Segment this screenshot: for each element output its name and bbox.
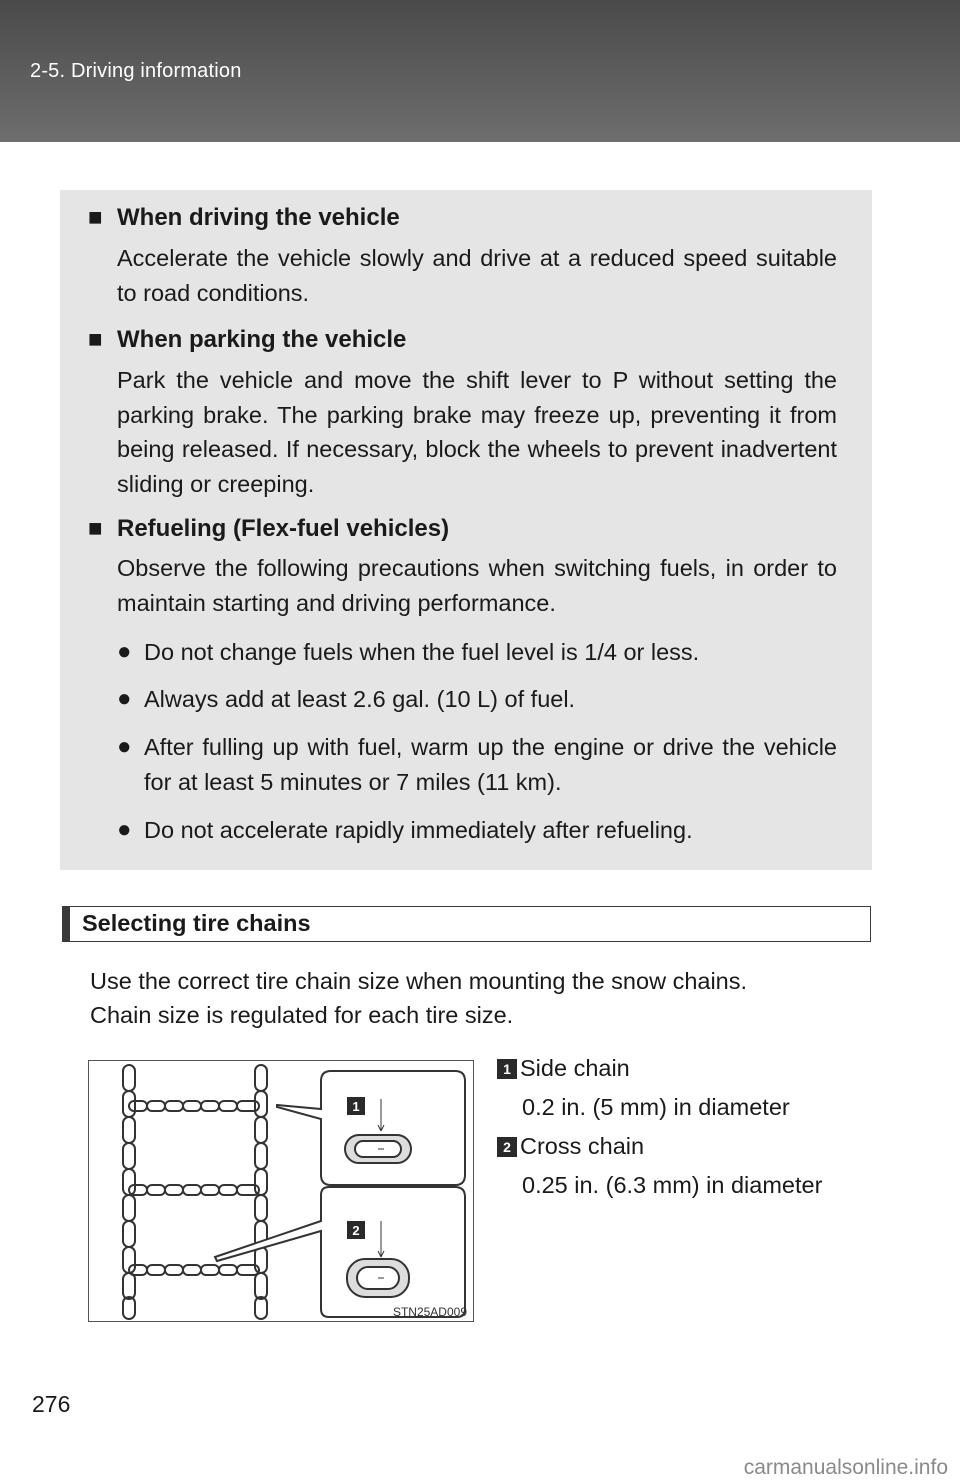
section-text-refueling: Observe the following precautions when switching fuels, in order to maintain starting and driving performance. <box>117 555 837 616</box>
tire-chain-illustration <box>88 1060 474 1322</box>
list-item: ● Do not change fuels when the fuel level is 1/4 or less. <box>117 635 837 670</box>
legend-spec-cross-chain: 0.25 in. (6.3 mm) in diameter <box>522 1172 823 1198</box>
round-bullet-icon: ● <box>117 638 132 665</box>
chain-ladder-icon <box>123 1065 267 1319</box>
legend-item-side-chain: 1 Side chain <box>497 1055 630 1082</box>
heading-accent-bar <box>62 906 70 942</box>
number-badge-icon: 1 <box>497 1059 517 1079</box>
callout-label-1: 1 <box>352 1099 360 1114</box>
round-bullet-icon: ● <box>117 816 132 843</box>
section-breadcrumb: 2-5. Driving information <box>30 60 242 82</box>
number-badge-icon: 2 <box>497 1137 517 1157</box>
figure-code: STN25AD009 <box>392 1305 467 1319</box>
site-watermark: carmanualsonline.info <box>743 1456 948 1479</box>
tire-chain-drawing <box>89 1061 473 1321</box>
page-number: 276 <box>32 1391 71 1417</box>
round-bullet-icon: ● <box>117 733 132 760</box>
list-item: ● Always add at least 2.6 gal. (10 L) of fuel. <box>117 682 837 717</box>
section-text-driving: Accelerate the vehicle slowly and drive at a reduced speed suitable to road conditions. <box>117 245 837 306</box>
section-title-driving: ■ When driving the vehicle <box>88 204 400 231</box>
legend-item-cross-chain: 2 Cross chain <box>497 1133 644 1160</box>
list-item: ● After fulling up with fuel, warm up the engine or drive the vehicle for at least 5 minutes or 7 miles (11 km). <box>117 730 837 799</box>
section-heading-tire-chains: Selecting tire chains <box>62 906 871 942</box>
square-bullet-icon: ■ <box>88 326 103 353</box>
tire-chains-intro-line-2: Chain size is regulated for each tire size. <box>90 1002 514 1028</box>
section-title-parking: ■ When parking the vehicle <box>88 326 407 353</box>
list-item: ● Do not accelerate rapidly immediately after refueling. <box>117 813 837 848</box>
page-header <box>0 0 960 142</box>
section-title-refueling: ■ Refueling (Flex-fuel vehicles) <box>88 515 450 542</box>
tire-chains-intro-line-1: Use the correct tire chain size when mounting the snow chains. <box>90 968 748 994</box>
square-bullet-icon: ■ <box>88 515 103 542</box>
section-text-parking: Park the vehicle and move the shift lever to P without setting the parking brake. The parking brake may freeze up, preventing it from being released. If necessary, block the wheels to prevent inadvertent sliding or creeping. <box>117 367 837 497</box>
legend-spec-side-chain: 0.2 in. (5 mm) in diameter <box>522 1094 790 1120</box>
round-bullet-icon: ● <box>117 685 132 712</box>
square-bullet-icon: ■ <box>88 204 103 231</box>
callout-label-2: 2 <box>352 1223 360 1238</box>
